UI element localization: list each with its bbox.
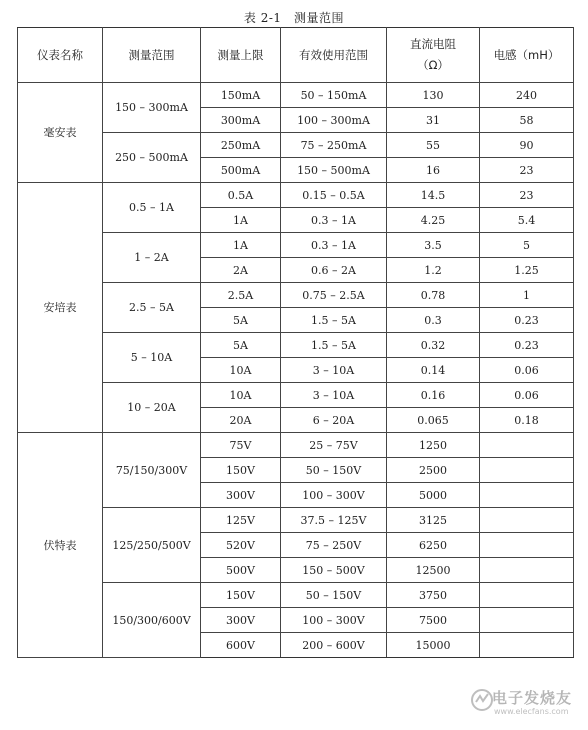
effective-cell: 150 – 500mA	[281, 158, 387, 183]
upper-cell: 500V	[201, 558, 281, 583]
upper-cell: 1A	[201, 233, 281, 258]
effective-cell: 37.5 – 125V	[281, 508, 387, 533]
range-cell: 150 – 300mA	[103, 83, 201, 133]
resistance-cell: 130	[387, 83, 480, 108]
resistance-cell: 31	[387, 108, 480, 133]
range-cell: 150/300/600V	[103, 583, 201, 658]
effective-cell: 100 – 300V	[281, 483, 387, 508]
effective-cell: 0.15 – 0.5A	[281, 183, 387, 208]
inductance-cell: 1.25	[480, 258, 574, 283]
effective-cell: 100 – 300mA	[281, 108, 387, 133]
effective-cell: 1.5 – 5A	[281, 333, 387, 358]
upper-cell: 10A	[201, 383, 281, 408]
upper-cell: 2A	[201, 258, 281, 283]
inductance-cell	[480, 608, 574, 633]
resistance-cell: 4.25	[387, 208, 480, 233]
group-voltmeter: 伏特表	[18, 433, 103, 658]
effective-cell: 25 – 75V	[281, 433, 387, 458]
table-row	[18, 433, 574, 458]
upper-cell: 150mA	[201, 83, 281, 108]
header-upper: 测量上限	[201, 28, 281, 83]
resistance-cell: 0.14	[387, 358, 480, 383]
resistance-cell: 12500	[387, 558, 480, 583]
inductance-cell: 23	[480, 158, 574, 183]
inductance-cell	[480, 583, 574, 608]
watermark-url: www.elecfans.com	[494, 707, 569, 716]
upper-cell: 1A	[201, 208, 281, 233]
effective-cell: 0.75 – 2.5A	[281, 283, 387, 308]
effective-cell: 3 – 10A	[281, 383, 387, 408]
inductance-cell: 0.06	[480, 383, 574, 408]
range-cell: 5 – 10A	[103, 333, 201, 383]
range-cell: 1 – 2A	[103, 233, 201, 283]
upper-cell: 300V	[201, 483, 281, 508]
upper-cell: 250mA	[201, 133, 281, 158]
effective-cell: 50 – 150V	[281, 583, 387, 608]
upper-cell: 500mA	[201, 158, 281, 183]
effective-cell: 200 – 600V	[281, 633, 387, 658]
range-cell: 10 – 20A	[103, 383, 201, 433]
watermark-logo	[470, 682, 580, 722]
inductance-cell: 0.06	[480, 358, 574, 383]
range-cell: 75/150/300V	[103, 433, 201, 508]
header-resistance	[387, 28, 480, 83]
range-cell: 125/250/500V	[103, 508, 201, 583]
inductance-cell: 0.18	[480, 408, 574, 433]
effective-cell: 50 – 150mA	[281, 83, 387, 108]
resistance-cell: 1250	[387, 433, 480, 458]
inductance-cell: 5.4	[480, 208, 574, 233]
inductance-cell	[480, 508, 574, 533]
effective-cell: 6 – 20A	[281, 408, 387, 433]
range-cell: 0.5 – 1A	[103, 183, 201, 233]
inductance-cell: 0.23	[480, 308, 574, 333]
resistance-cell: 5000	[387, 483, 480, 508]
range-cell: 2.5 – 5A	[103, 283, 201, 333]
upper-cell: 5A	[201, 333, 281, 358]
resistance-cell: 3125	[387, 508, 480, 533]
resistance-cell: 1.2	[387, 258, 480, 283]
inductance-cell: 58	[480, 108, 574, 133]
upper-cell: 150V	[201, 458, 281, 483]
inductance-cell: 1	[480, 283, 574, 308]
effective-cell: 0.6 – 2A	[281, 258, 387, 283]
upper-cell: 2.5A	[201, 283, 281, 308]
resistance-cell: 0.16	[387, 383, 480, 408]
resistance-cell: 16	[387, 158, 480, 183]
group-ammeter: 安培表	[18, 183, 103, 433]
inductance-cell	[480, 533, 574, 558]
inductance-cell	[480, 433, 574, 458]
inductance-cell	[480, 633, 574, 658]
upper-cell: 600V	[201, 633, 281, 658]
inductance-cell: 90	[480, 133, 574, 158]
inductance-cell: 5	[480, 233, 574, 258]
effective-cell: 50 – 150V	[281, 458, 387, 483]
resistance-cell: 0.065	[387, 408, 480, 433]
inductance-cell	[480, 558, 574, 583]
effective-cell: 0.3 – 1A	[281, 233, 387, 258]
upper-cell: 5A	[201, 308, 281, 333]
measurement-range-table	[17, 27, 574, 658]
effective-cell: 150 – 500V	[281, 558, 387, 583]
resistance-cell: 0.32	[387, 333, 480, 358]
header-instrument: 仪表名称	[18, 28, 103, 83]
resistance-cell: 0.3	[387, 308, 480, 333]
inductance-cell: 240	[480, 83, 574, 108]
upper-cell: 75V	[201, 433, 281, 458]
range-cell: 250 – 500mA	[103, 133, 201, 183]
resistance-cell: 0.78	[387, 283, 480, 308]
header-range: 测量范围	[103, 28, 201, 83]
resistance-cell: 15000	[387, 633, 480, 658]
group-milliammeter: 毫安表	[18, 83, 103, 183]
effective-cell: 1.5 – 5A	[281, 308, 387, 333]
upper-cell: 300V	[201, 608, 281, 633]
inductance-cell	[480, 483, 574, 508]
resistance-cell: 14.5	[387, 183, 480, 208]
inductance-cell: 23	[480, 183, 574, 208]
resistance-cell: 55	[387, 133, 480, 158]
resistance-cell: 3.5	[387, 233, 480, 258]
watermark-icon	[470, 688, 494, 712]
resistance-cell: 7500	[387, 608, 480, 633]
upper-cell: 0.5A	[201, 183, 281, 208]
effective-cell: 75 – 250V	[281, 533, 387, 558]
header-row	[18, 28, 574, 83]
upper-cell: 150V	[201, 583, 281, 608]
header-resistance-unit: （Ω）	[417, 58, 449, 72]
upper-cell: 10A	[201, 358, 281, 383]
resistance-cell: 6250	[387, 533, 480, 558]
header-inductance: 电感（mH）	[480, 28, 574, 83]
inductance-cell: 0.23	[480, 333, 574, 358]
table-row	[18, 83, 574, 108]
resistance-cell: 3750	[387, 583, 480, 608]
resistance-cell: 2500	[387, 458, 480, 483]
upper-cell: 20A	[201, 408, 281, 433]
upper-cell: 300mA	[201, 108, 281, 133]
effective-cell: 100 – 300V	[281, 608, 387, 633]
upper-cell: 520V	[201, 533, 281, 558]
header-effective: 有效使用范围	[281, 28, 387, 83]
table-row	[18, 183, 574, 208]
effective-cell: 0.3 – 1A	[281, 208, 387, 233]
inductance-cell	[480, 458, 574, 483]
watermark-text: 电子发烧友	[492, 689, 573, 707]
effective-cell: 3 – 10A	[281, 358, 387, 383]
effective-cell: 75 – 250mA	[281, 133, 387, 158]
upper-cell: 125V	[201, 508, 281, 533]
table-caption: 表 2-1 测量范围	[243, 11, 345, 25]
header-resistance-label: 直流电阻	[410, 37, 456, 51]
